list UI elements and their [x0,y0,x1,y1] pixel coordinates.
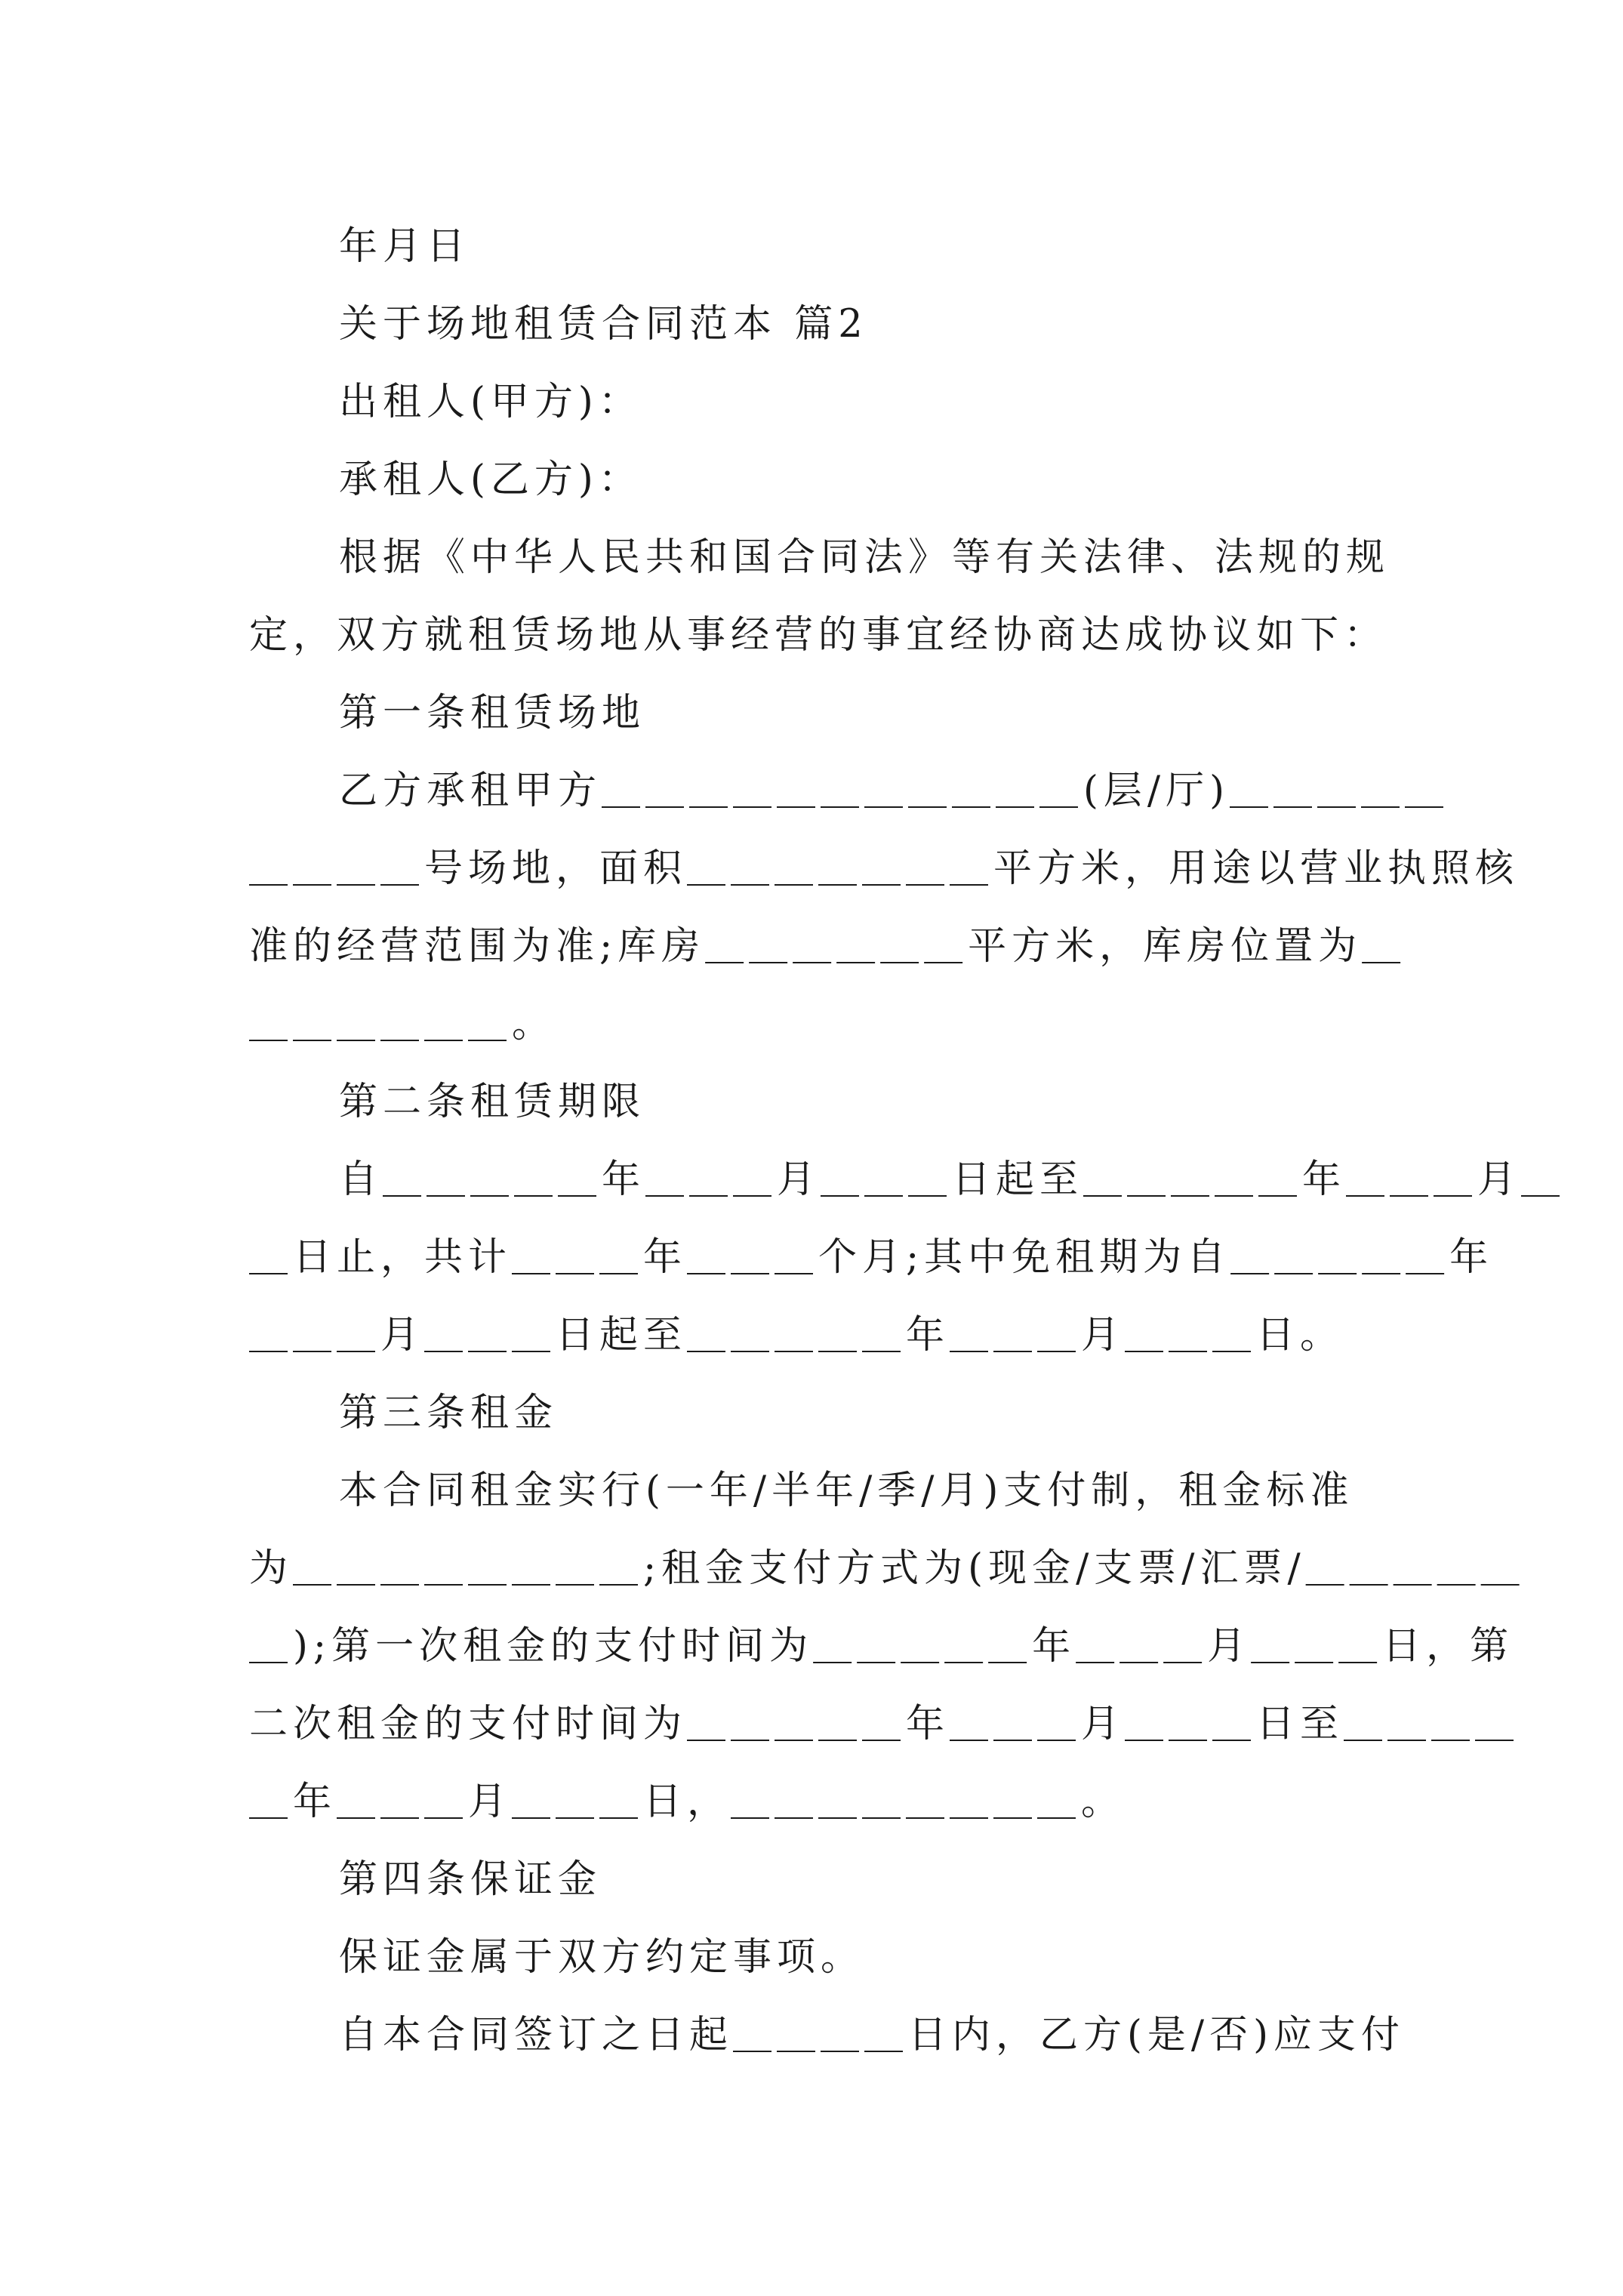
paragraph-line: ＿日止，共计＿＿＿年＿＿＿个月;其中免租期为自＿＿＿＿＿年 [249,1235,1494,1280]
paragraph-line-date: 年月日 [339,224,471,269]
paragraph-line: 乙方承租甲方＿＿＿＿＿＿＿＿＿＿＿(层/厅)＿＿＿＿＿ [339,769,1449,813]
paragraph-line: 自本合同签订之日起＿＿＿＿日内，乙方(是/否)应支付 [339,2013,1405,2057]
article-4-heading: 第四条保证金 [339,1857,602,1902]
contract-body [249,208,1566,2074]
paragraph-line: ＿＿＿＿号场地，面积＿＿＿＿＿＿＿平方米，用途以营业执照核 [249,846,1520,891]
paragraph-line: ＿＿＿月＿＿＿日起至＿＿＿＿＿年＿＿＿月＿＿＿日。 [249,1313,1344,1358]
lessee-line: 承租人(乙方)： [339,458,642,502]
paragraph-line: 本合同租金实行(一年/半年/季/月)支付制，租金标准 [339,1469,1354,1513]
article-1-heading: 第一条租赁场地 [339,691,646,735]
paragraph-line: 根据《中华人民共和国合同法》等有关法律、法规的规 [339,535,1390,580]
paragraph-line: 二次租金的支付时间为＿＿＿＿＿年＿＿＿月＿＿＿日至＿＿＿＿ [249,1702,1520,1746]
paragraph-line: ＿＿＿＿＿＿。 [249,1002,556,1046]
lessor-line: 出租人(甲方)： [339,380,642,424]
paragraph-line: ＿年＿＿＿月＿＿＿日，＿＿＿＿＿＿＿＿。 [249,1780,1126,1824]
paragraph-line: 定，双方就租赁场地从事经营的事宜经协商达成协议如下： [249,613,1388,658]
section-title: 关于场地租赁合同范本 篇2 [339,302,868,347]
paragraph-line: 自＿＿＿＿＿年＿＿＿月＿＿＿日起至＿＿＿＿＿年＿＿＿月＿ [339,1157,1566,1202]
paragraph-line: 准的经营范围为准;库房＿＿＿＿＿＿平方米，库房位置为＿ [249,924,1406,969]
article-2-heading: 第二条租赁期限 [339,1080,646,1124]
paragraph-line: ＿);第一次租金的支付时间为＿＿＿＿＿年＿＿＿月＿＿＿日，第 [249,1624,1514,1669]
paragraph-line: 为＿＿＿＿＿＿＿＿;租金支付方式为(现金/支票/汇票/＿＿＿＿＿ [249,1546,1525,1591]
article-3-heading: 第三条租金 [339,1391,559,1435]
paragraph-line: 保证金属于双方约定事项。 [339,1935,865,1980]
